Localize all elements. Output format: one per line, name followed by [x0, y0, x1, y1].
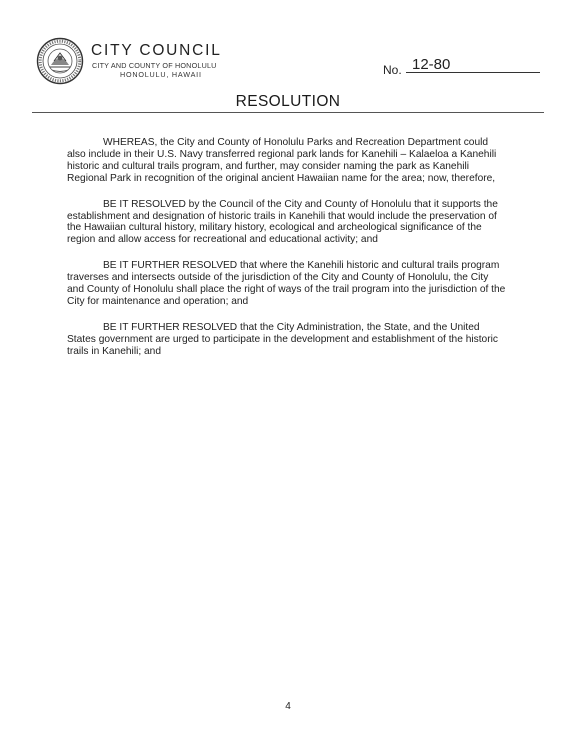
- paragraph-further-resolved-1: BE IT FURTHER RESOLVED that where the Kanehili historic and cultural trails program traverses and intersects outside of the jurisdiction of the City and County of Honolulu, the City and County of Honolulu shall place the right of ways of the trail program into the jurisdiction of the City for maintenance and operation; and: [67, 260, 506, 307]
- paragraph-resolved: BE IT RESOLVED by the Council of the City and County of Honolulu that it supports the establishment and designation of historic trails in Kanehili that would include the preservation of the Hawaiian cultural history, military history, ecological and archeological significance of the region and allow access for recreational and educational activity; and: [67, 198, 498, 246]
- council-title: CITY COUNCIL: [91, 42, 222, 59]
- paragraph-whereas: WHEREAS, the City and County of Honolulu Parks and Recreation Department could also include in their U.S. Navy transferred regional park lands for Kanehili – Kalaeloa a Kanehili historic and cultural trails program, and further, may consider naming the park as Kanehili Regional Park in recognition of the original ancient Hawaiian name for the area; now, therefore,: [67, 137, 497, 184]
- council-subtitle-county: CITY AND COUNTY OF HONOLULU: [92, 61, 217, 70]
- resolution-body: [67, 137, 507, 372]
- resolution-number: 12-80: [406, 57, 540, 73]
- page-number: 4: [285, 701, 291, 712]
- resolution-title: RESOLUTION: [235, 93, 341, 110]
- paragraph-further-resolved-2: BE IT FURTHER RESOLVED that the City Administration, the State, and the United States government are urged to participate in the development and establishment of the historic trails in Kanehili; and: [67, 321, 498, 357]
- resolution-number-label: No.: [383, 63, 402, 77]
- council-subtitle-city: HONOLULU, HAWAII: [120, 70, 202, 79]
- city-seal-icon: [36, 37, 84, 85]
- header-divider: [32, 112, 544, 113]
